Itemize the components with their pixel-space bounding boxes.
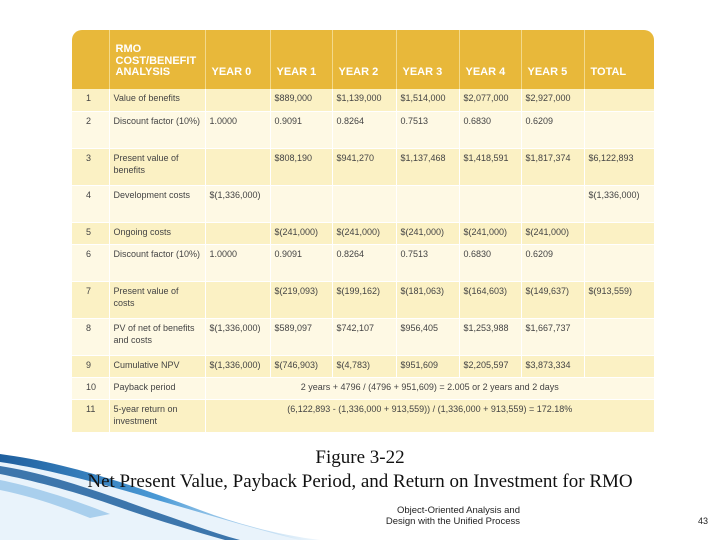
- table-row: [72, 111, 654, 148]
- row-number: 9: [72, 355, 109, 377]
- row-label: Discount factor (10%): [109, 111, 205, 148]
- header-cell: YEAR 1: [270, 30, 332, 89]
- table-cell: $(1,336,000): [205, 185, 270, 222]
- table-row: [72, 148, 654, 185]
- merged-formula-cell: (6,122,893 - (1,336,000 + 913,559)) / (1,336,000 + 913,559) = 172.18%: [205, 399, 654, 432]
- table-cell: 0.6209: [521, 244, 584, 281]
- table-cell: $(199,162): [332, 281, 396, 318]
- row-number: 10: [72, 377, 109, 399]
- table-cell: 0.7513: [396, 111, 459, 148]
- table-cell: 0.8264: [332, 244, 396, 281]
- table-cell: $1,514,000: [396, 89, 459, 111]
- table-cell: $(241,000): [521, 222, 584, 244]
- table-cell: $(241,000): [270, 222, 332, 244]
- table-cell: $956,405: [396, 318, 459, 355]
- footer-course-title: [360, 505, 520, 528]
- table-row: [72, 89, 654, 111]
- row-label: Cumulative NPV: [109, 355, 205, 377]
- table-row: [72, 281, 654, 318]
- figure-number: Figure 3-22: [315, 447, 405, 468]
- row-number: 4: [72, 185, 109, 222]
- table-cell: 0.9091: [270, 244, 332, 281]
- table-cell: [205, 89, 270, 111]
- row-label: PV of net of benefits and costs: [109, 318, 205, 355]
- table-cell: 0.9091: [270, 111, 332, 148]
- table-cell: $3,873,334: [521, 355, 584, 377]
- row-number: 7: [72, 281, 109, 318]
- table-cell: [205, 148, 270, 185]
- table-row: [72, 244, 654, 281]
- footer-line: Design with the Unified Process: [385, 516, 520, 528]
- row-label: Discount factor (10%): [109, 244, 205, 281]
- table-cell: $(241,000): [332, 222, 396, 244]
- table-cell: [584, 222, 654, 244]
- table-cell: $(913,559): [584, 281, 654, 318]
- table-cell: $951,609: [396, 355, 459, 377]
- table-row: [72, 185, 654, 222]
- table-cell: $589,097: [270, 318, 332, 355]
- merged-formula-cell: 2 years + 4796 / (4796 + 951,609) = 2.005 or 2 years and 2 days: [205, 377, 654, 399]
- header-cell: YEAR 3: [396, 30, 459, 89]
- table-cell: [521, 185, 584, 222]
- table-cell: $(181,063): [396, 281, 459, 318]
- table-cell: $(746,903): [270, 355, 332, 377]
- table-cell: $(241,000): [459, 222, 521, 244]
- table-cell: [584, 318, 654, 355]
- table-cell: $889,000: [270, 89, 332, 111]
- table-cell: $1,667,737: [521, 318, 584, 355]
- table-cell: $808,190: [270, 148, 332, 185]
- table-cell: [396, 185, 459, 222]
- table-cell: $1,418,591: [459, 148, 521, 185]
- table-cell: [584, 111, 654, 148]
- cost-benefit-table: [72, 30, 654, 432]
- row-number: 6: [72, 244, 109, 281]
- table-cell: [459, 185, 521, 222]
- table-cell: [584, 244, 654, 281]
- table-header-row: [72, 30, 654, 89]
- row-label: Development costs: [109, 185, 205, 222]
- table-cell: $(1,336,000): [205, 318, 270, 355]
- header-cell: RMO COST/BENEFIT ANALYSIS: [109, 30, 205, 89]
- table-cell: [205, 281, 270, 318]
- row-number: 2: [72, 111, 109, 148]
- footer-line: Object-Oriented Analysis and: [396, 505, 520, 516]
- row-number: 5: [72, 222, 109, 244]
- table-cell: 1.0000: [205, 111, 270, 148]
- table-cell: 0.7513: [396, 244, 459, 281]
- table-cell: $(149,637): [521, 281, 584, 318]
- table-cell: $2,927,000: [521, 89, 584, 111]
- page-number: 43: [697, 516, 708, 526]
- table-cell: $2,077,000: [459, 89, 521, 111]
- row-label: Present value of costs: [109, 281, 205, 318]
- table-cell: [270, 185, 332, 222]
- row-label: Ongoing costs: [109, 222, 205, 244]
- table-cell: 1.0000: [205, 244, 270, 281]
- header-cell: YEAR 4: [459, 30, 521, 89]
- row-label: Present value of benefits: [109, 148, 205, 185]
- table-cell: $(219,093): [270, 281, 332, 318]
- table-cell: 0.6830: [459, 244, 521, 281]
- header-cell: TOTAL: [584, 30, 654, 89]
- table-cell: $(164,603): [459, 281, 521, 318]
- table-cell: $(241,000): [396, 222, 459, 244]
- table-row: [72, 399, 654, 432]
- table-row: [72, 222, 654, 244]
- row-label: Payback period: [109, 377, 205, 399]
- table-cell: 0.8264: [332, 111, 396, 148]
- table-cell: 0.6830: [459, 111, 521, 148]
- table-cell: $1,817,374: [521, 148, 584, 185]
- table-cell: $1,139,000: [332, 89, 396, 111]
- header-cell: YEAR 5: [521, 30, 584, 89]
- row-label: 5-year return on investment: [109, 399, 205, 432]
- row-number: 3: [72, 148, 109, 185]
- table-cell: [332, 185, 396, 222]
- table-cell: $1,137,468: [396, 148, 459, 185]
- table-cell: $1,253,988: [459, 318, 521, 355]
- row-label: Value of benefits: [109, 89, 205, 111]
- table-row: [72, 318, 654, 355]
- header-cell: [72, 30, 109, 89]
- table-row: [72, 355, 654, 377]
- figure-caption: Net Present Value, Payback Period, and Return on Investment for RMO: [87, 471, 633, 492]
- header-cell: YEAR 0: [205, 30, 270, 89]
- table-cell: $(1,336,000): [205, 355, 270, 377]
- table-cell: $742,107: [332, 318, 396, 355]
- table-cell: 0.6209: [521, 111, 584, 148]
- row-number: 1: [72, 89, 109, 111]
- table-cell: $6,122,893: [584, 148, 654, 185]
- table-cell: $(4,783): [332, 355, 396, 377]
- row-number: 11: [72, 399, 109, 432]
- table-cell: $941,270: [332, 148, 396, 185]
- header-cell: YEAR 2: [332, 30, 396, 89]
- table-cell: $2,205,597: [459, 355, 521, 377]
- table-cell: [584, 355, 654, 377]
- table-row: [72, 377, 654, 399]
- table-cell: $(1,336,000): [584, 185, 654, 222]
- table-cell: [205, 222, 270, 244]
- row-number: 8: [72, 318, 109, 355]
- table-cell: [584, 89, 654, 111]
